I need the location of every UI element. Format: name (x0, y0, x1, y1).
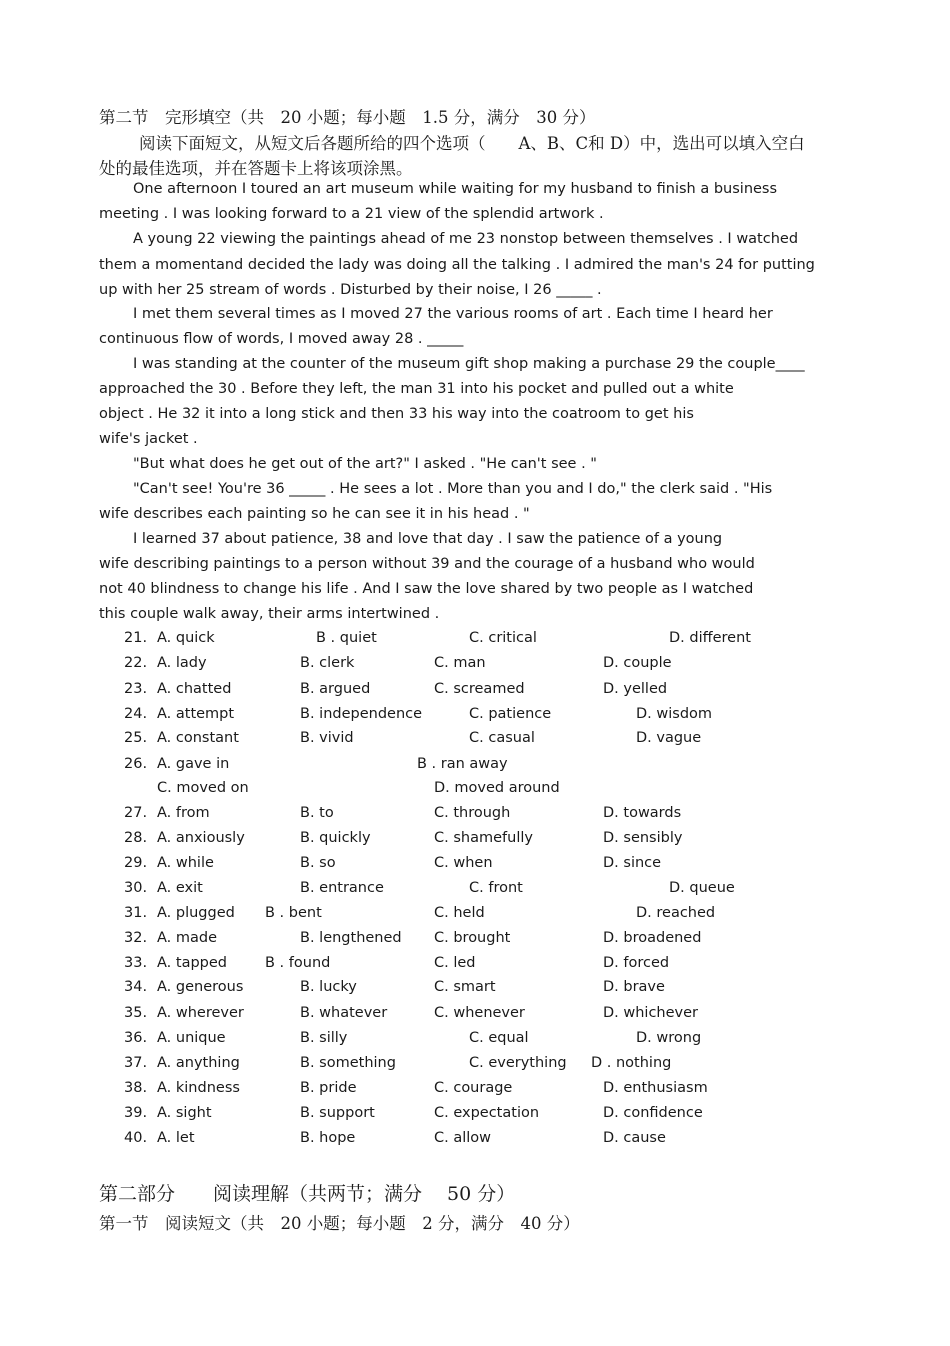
option-c: C. patience (469, 706, 552, 722)
option-c: C. when (434, 855, 493, 871)
option-b: B. lucky (300, 979, 357, 995)
passage-line: wife's jacket . (99, 431, 198, 447)
question-number: 22. (124, 655, 148, 671)
option-a: A. anything (157, 1055, 240, 1071)
question-number: 27. (124, 805, 148, 821)
instructions-line-2: 处的最佳选项，并在答题卡上将该项涂黑。 (99, 159, 413, 178)
option-d: D. broadened (603, 930, 702, 946)
option-a: A. while (157, 855, 214, 871)
option-a: A. let (157, 1130, 195, 1146)
option-d: D. wisdom (636, 706, 713, 722)
option-d: D. different (669, 630, 751, 646)
passage-line: wife describing paintings to a person without 39 and the courage of a husband who would (99, 556, 755, 572)
option-c: C. brought (434, 930, 511, 946)
question-number: 40. (124, 1130, 148, 1146)
passage-line: "Can't see! You're 36 _____ . He sees a lot . More than you and I do," the clerk said . "His (133, 481, 773, 497)
option-a: A. gave in (157, 756, 230, 772)
option-c: C. led (434, 955, 476, 971)
passage-line: approached the 30 . Before they left, the man 31 into his pocket and pulled out a white (99, 381, 734, 397)
option-d: D. reached (636, 905, 716, 921)
option-b: B. to (300, 805, 334, 821)
option-d: D. wrong (636, 1030, 702, 1046)
option-b: B. silly (300, 1030, 348, 1046)
passage-line: continuous flow of words, I moved away 28 . _____ (99, 331, 464, 347)
option-d: D. queue (669, 880, 735, 896)
option-c: C. critical (469, 630, 537, 646)
question-number: 21. (124, 630, 148, 646)
question-number: 23. (124, 681, 148, 697)
question-number: 24. (124, 706, 148, 722)
option-c: C. man (434, 655, 486, 671)
question-number: 38. (124, 1080, 148, 1096)
passage-line: I was standing at the counter of the museum gift shop making a purchase 29 the couple____ (133, 356, 805, 372)
passage-line: not 40 blindness to change his life . And I saw the love shared by two people as I watched (99, 581, 754, 597)
option-a: A. attempt (157, 706, 235, 722)
option-d: D. towards (603, 805, 682, 821)
passage-line: object . He 32 it into a long stick and then 33 his way into the coatroom to get his (99, 406, 694, 422)
option-c: C. casual (469, 730, 535, 746)
option-a: A. chatted (157, 681, 232, 697)
option-c: C. smart (434, 979, 496, 995)
option-b: B. vivid (300, 730, 354, 746)
question-number: 26. (124, 756, 148, 772)
option-d: D. whichever (603, 1005, 699, 1021)
option-c: C. whenever (434, 1005, 525, 1021)
option-c: C. courage (434, 1080, 513, 1096)
passage-line: I met them several times as I moved 27 the various rooms of art . Each time I heard her (133, 306, 773, 322)
option-b: B . ran away (417, 756, 508, 772)
option-a: A. anxiously (157, 830, 245, 846)
option-c: C. everything (469, 1055, 567, 1071)
option-a: A. kindness (157, 1080, 240, 1096)
option-d: D. cause (603, 1130, 666, 1146)
option-a: A. plugged (157, 905, 235, 921)
question-number: 37. (124, 1055, 148, 1071)
passage-line: One afternoon I toured an art museum while waiting for my husband to finish a business (133, 181, 778, 197)
option-b: B. whatever (300, 1005, 388, 1021)
option-b: B. support (300, 1105, 375, 1121)
passage-line: A young 22 viewing the paintings ahead of me 23 nonstop between themselves . I watched (133, 231, 799, 247)
option-a: A. from (157, 805, 210, 821)
option-c: C. front (469, 880, 523, 896)
option-d: D. sensibly (603, 830, 683, 846)
option-d: D. couple (603, 655, 672, 671)
option-a: A. constant (157, 730, 239, 746)
option-a: A. made (157, 930, 218, 946)
option-d: D. vague (636, 730, 702, 746)
option-a: A. tapped (157, 955, 227, 971)
option-a: A. lady (157, 655, 207, 671)
option-b: B. independence (300, 706, 423, 722)
question-number: 28. (124, 830, 148, 846)
passage-line: wife describes each painting so he can see it in his head . " (99, 506, 530, 522)
option-c: C. equal (469, 1030, 529, 1046)
option-c: C. moved on (157, 780, 249, 796)
option-b: B . found (265, 955, 331, 971)
option-b: B. something (300, 1055, 396, 1071)
option-d: D . nothing (591, 1055, 672, 1071)
option-c: C. expectation (434, 1105, 540, 1121)
option-a: A. quick (157, 630, 215, 646)
question-number: 33. (124, 955, 148, 971)
option-c: C. allow (434, 1130, 492, 1146)
option-c: C. screamed (434, 681, 525, 697)
option-c: C. shamefully (434, 830, 533, 846)
option-a: A. wherever (157, 1005, 244, 1021)
option-b: B. clerk (300, 655, 355, 671)
option-d: D. since (603, 855, 662, 871)
question-number: 31. (124, 905, 148, 921)
question-number: 25. (124, 730, 148, 746)
option-d: D. yelled (603, 681, 668, 697)
option-b: B. argued (300, 681, 371, 697)
question-number: 35. (124, 1005, 148, 1021)
option-a: A. sight (157, 1105, 212, 1121)
option-b: B. pride (300, 1080, 357, 1096)
passage-line: this couple walk away, their arms intertwined . (99, 606, 440, 622)
option-d: D. confidence (603, 1105, 703, 1121)
question-number: 32. (124, 930, 148, 946)
option-a: A. unique (157, 1030, 226, 1046)
option-b: B . quiet (316, 630, 377, 646)
question-number: 29. (124, 855, 148, 871)
option-a: A. generous (157, 979, 244, 995)
section-heading: 第二节 完形填空（共 20 小题；每小题 1.5 分，满分 30 分） (99, 108, 596, 127)
passage-line: "But what does he get out of the art?" I asked . "He can't see . " (133, 456, 597, 472)
question-number: 34. (124, 979, 148, 995)
option-b: B. so (300, 855, 336, 871)
option-d: D. enthusiasm (603, 1080, 708, 1096)
option-d: D. brave (603, 979, 665, 995)
option-c: C. through (434, 805, 511, 821)
option-b: B . bent (265, 905, 322, 921)
question-number: 30. (124, 880, 148, 896)
passage-line: up with her 25 stream of words . Disturbed by their noise, I 26 _____ . (99, 282, 602, 298)
instructions-line-1: 阅读下面短文，从短文后各题所给的四个选项（ A、B、C和 D）中，选出可以填入空白 (139, 134, 805, 153)
option-b: B. lengthened (300, 930, 402, 946)
passage-line: I learned 37 about patience, 38 and love that day . I saw the patience of a young (133, 531, 723, 547)
question-number: 36. (124, 1030, 148, 1046)
option-d: D. forced (603, 955, 670, 971)
passage-line: meeting . I was looking forward to a 21 view of the splendid artwork . (99, 206, 604, 222)
option-b: B. hope (300, 1130, 356, 1146)
passage-line: them a momentand decided the lady was doing all the talking . I admired the man's 24 for putting (99, 257, 815, 273)
part2-heading: 第二部分 阅读理解（共两节；满分 50 分） (99, 1183, 516, 1205)
option-a: A. exit (157, 880, 203, 896)
option-b: B. entrance (300, 880, 384, 896)
part2-section-heading: 第一节 阅读短文（共 20 小题；每小题 2 分，满分 40 分） (99, 1214, 580, 1233)
option-d: D. moved around (434, 780, 560, 796)
question-number: 39. (124, 1105, 148, 1121)
option-b: B. quickly (300, 830, 371, 846)
option-c: C. held (434, 905, 485, 921)
